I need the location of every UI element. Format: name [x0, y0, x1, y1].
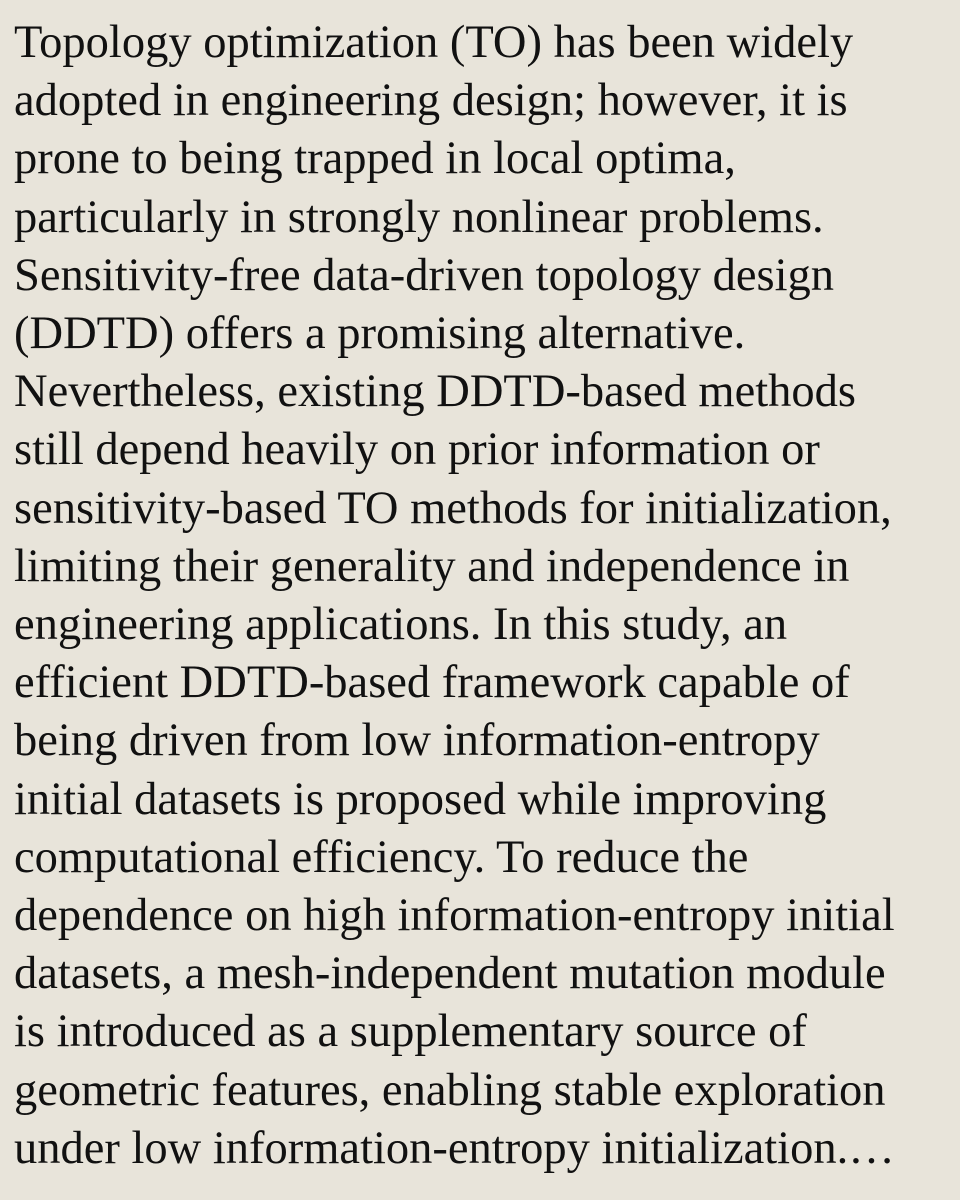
abstract-line-6: (DDTD) offers a promising alternative.	[14, 308, 746, 360]
abstract-line-11: engineering applications. In this study, an	[14, 599, 788, 651]
abstract-line-8: still depend heavily on prior information or	[14, 424, 820, 476]
abstract-line-12: efficient DDTD-based framework capable of	[14, 657, 850, 709]
abstract-line-15: computational efficiency. To reduce the	[14, 831, 749, 883]
abstract-line-13: being driven from low information-entropy	[14, 715, 820, 767]
abstract-line-3: prone to being trapped in local optima,	[14, 133, 736, 185]
abstract-text	[14, 14, 946, 1178]
abstract-line-17: datasets, a mesh-independent mutation module	[14, 948, 886, 1000]
abstract-line-20: under low information-entropy initialization.…	[14, 1122, 895, 1174]
abstract-line-19: geometric features, enabling stable exploration	[14, 1064, 886, 1116]
abstract-line-10: limiting their generality and independence in	[14, 540, 850, 592]
abstract-line-14: initial datasets is proposed while improving	[14, 773, 827, 825]
abstract-line-5: Sensitivity-free data-driven topology design	[14, 249, 835, 301]
abstract-line-7: Nevertheless, existing DDTD-based methods	[14, 366, 856, 418]
abstract-line-9: sensitivity-based TO methods for initialization,	[14, 482, 892, 534]
abstract-line-2: adopted in engineering design; however, it is	[14, 75, 848, 127]
abstract-line-1: Topology optimization (TO) has been widely	[14, 17, 854, 68]
abstract-line-18: is introduced as a supplementary source of	[14, 1006, 807, 1058]
abstract-line-16: dependence on high information-entropy initial	[14, 890, 895, 942]
abstract-line-4: particularly in strongly nonlinear problems.	[14, 191, 824, 243]
